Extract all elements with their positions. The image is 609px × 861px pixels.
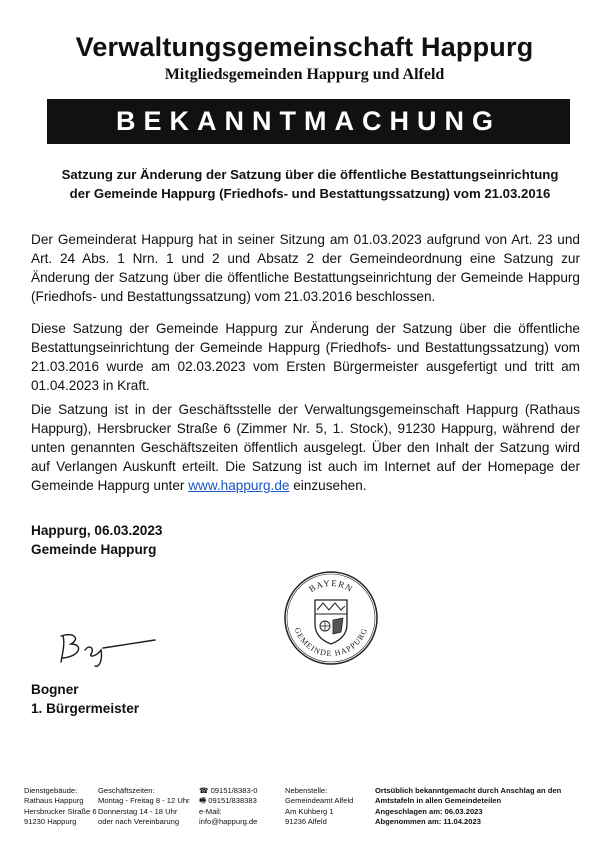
footer-fax: 🖷 09151/838383 <box>199 796 257 806</box>
municipality-name: Gemeinde Happurg <box>31 542 157 557</box>
place-date: Happurg, 06.03.2023 <box>31 523 163 538</box>
place-date-block <box>31 521 162 559</box>
coat-of-arms-icon <box>315 600 347 644</box>
municipal-seal <box>283 570 379 666</box>
footer-posting-line: Abgenommen am: 11.04.2023 <box>375 817 481 827</box>
document-heading <box>30 165 590 203</box>
paragraph-3-text: Die Satzung ist in der Geschäftsstelle der Verwaltungsgemeinschaft Happurg (Rathaus Happurg), Hersbrucker Straße 6 (Zimmer Nr. 5, 1. Stock), 91230 Happurg, während der unten genannten Geschäftszeiten öffentlich ausgelegt. Über den Inhalt der Satzung wird auf Verlangen Auskunft erteilt. Die Satzung ist auch im Internet auf der Homepage der Gemeinde Happurg unter <box>31 402 580 493</box>
header-title: Verwaltungsgemeinschaft Happurg <box>75 32 534 62</box>
footer-posting-note <box>375 786 561 828</box>
paragraph-1: Der Gemeinderat Happurg hat in seiner Sitzung am 01.03.2023 aufgrund von Art. 23 und Art. 24 Abs. 1 Nrn. 1 und 2 und Absatz 2 der Gemeindeordnung eine Satzung zur Änderung der Satzung über die öffentliche Bestattungseinrichtung der Gemeinde Happurg (Friedhofs- und Bestattungssatzung) vom 21.03.2016 beschlossen. <box>31 232 580 304</box>
signer-title: 1. Bürgermeister <box>31 701 140 716</box>
footer-phone: ☎ 09151/8383-0 <box>199 786 258 795</box>
svg-text:GEMEINDE HAPPURG <box>293 626 370 658</box>
footer-office-line: Rathaus Happurg <box>24 796 84 806</box>
footer-posting-line: Amtstafeln in allen Gemeindeteilen <box>375 796 502 806</box>
paragraph-3-end: einzusehen. <box>293 478 367 493</box>
footer-branch <box>285 786 353 828</box>
footer-office-line: Dienstgebäude: <box>24 786 78 795</box>
footer-posting-line: Ortsüblich bekanntgemacht durch Anschlag an den <box>375 786 562 795</box>
header-subtitle: Mitgliedsgemeinden Happurg und Alfeld <box>164 66 445 83</box>
signature-image <box>55 630 165 670</box>
heading-line-2: der Gemeinde Happurg (Friedhofs- und Bestattungssatzung) vom 21.03.2016 <box>69 186 551 201</box>
footer-branch-line: 91236 Alfeld <box>285 817 327 827</box>
footer-email[interactable]: info@happurg.de <box>199 817 258 827</box>
signer-name: Bogner <box>31 682 79 697</box>
footer-hours-line: oder nach Vereinbarung <box>98 817 180 827</box>
footer-branch-line: Nebenstelle: <box>285 786 328 795</box>
footer-email-label: e-Mail: <box>199 806 222 816</box>
svg-text:BAYERN <box>307 578 355 594</box>
footer-branch-line: Gemeindeamt Alfeld <box>285 796 354 806</box>
footer-hours-line: Donnerstag 14 - 18 Uhr <box>98 806 178 816</box>
signer-block <box>31 680 139 718</box>
footer-hours-line: Geschäftszeiten: <box>98 786 155 795</box>
footer-office-line: 91230 Happurg <box>24 817 77 827</box>
homepage-link[interactable]: www.happurg.de <box>188 478 290 493</box>
seal-top-text: BAYERN <box>307 577 355 595</box>
footer-office-line: Hersbrucker Straße 6 <box>24 806 97 816</box>
footer-hours-line: Montag - Freitag 8 - 12 Uhr <box>98 796 190 806</box>
heading-line-1: Satzung zur Änderung der Satzung über die öffentliche Bestattungseinrichtung <box>61 167 559 182</box>
footer-contact <box>199 786 257 828</box>
footer-office <box>24 786 97 828</box>
seal-bottom-text: GEMEINDE HAPPURG <box>292 626 370 659</box>
announcement-banner: BEKANNTMACHUNG <box>47 99 570 144</box>
footer-branch-line: Am Kühberg 1 <box>285 806 334 816</box>
paragraph-2: Diese Satzung der Gemeinde Happurg zur Änderung der Satzung über die öffentliche Bestattungseinrichtung der Gemeinde Happurg (Friedhofs- und Bestattungssatzung) vom 21.03.2016 wurde am 02.03.2023 vom Ersten Bürgermeister ausgefertigt und tritt am 01.04.2023 in Kraft. <box>31 321 580 393</box>
footer-hours <box>98 786 190 828</box>
paragraph-3 <box>31 400 580 495</box>
footer-posting-line: Angeschlagen am: 06.03.2023 <box>375 806 483 816</box>
